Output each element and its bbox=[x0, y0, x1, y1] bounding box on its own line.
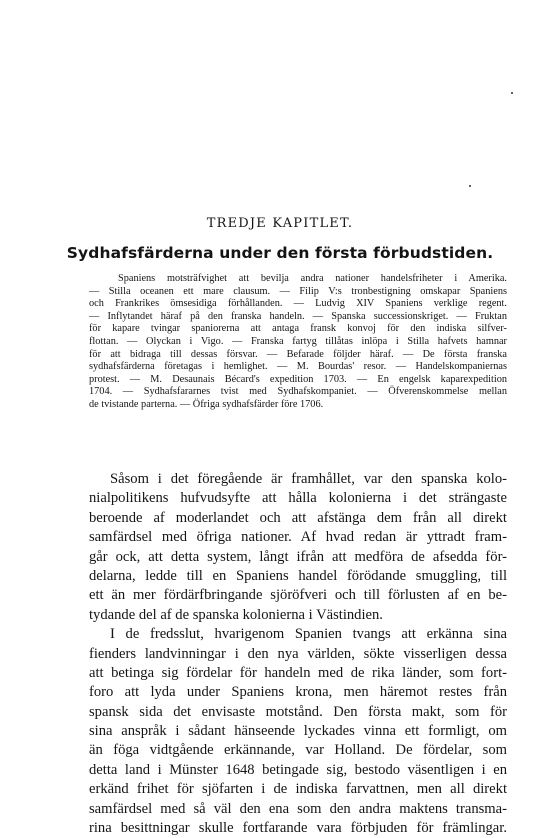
summary-line: för kapare tvingar spaniorerna att antaga fransk konvoj för den indiska silfver- bbox=[89, 323, 507, 335]
paragraph-line: nialpolitikens hufvudsyfte att hålla kolonierna i det strängaste bbox=[89, 490, 507, 507]
paragraph-line: rina besittningar skulle fortfarande vara förbjuden för främlingar. bbox=[89, 820, 507, 837]
summary-line: och Frankrikes ömsesidiga förhållanden. — Ludvig XIV Spaniens verklige regent. bbox=[89, 298, 507, 310]
paragraph-line: delarna, ledde till en Spaniens handel förödande smuggling, till bbox=[89, 567, 507, 584]
paragraph-line: beroende af moderlandet och att afstänga dem från all direkt bbox=[89, 509, 507, 526]
summary-line: sydhafsfärderna företagas i hemlighet. — M. Bourdas' resor. — Handelskompaniernas bbox=[89, 361, 507, 373]
paragraph-line: än föga vidtgående erkännande, var Holland. De fördelar, som bbox=[89, 742, 507, 759]
paragraph-line: att betinga sig fördelar för handeln med de rika länder, som fort- bbox=[89, 664, 507, 681]
paragraph-line: erkänd frihet för sjöfarten i de indiska farvattnen, men all direkt bbox=[89, 781, 507, 798]
paragraph-line: detta land i Münster 1648 betingade sig, bestodo väsentligen i en bbox=[89, 761, 507, 778]
print-speck bbox=[469, 185, 471, 187]
summary-line: 1704. — Sydhafsfararnes tvist med Sydhafskompaniet. — Öfverenskommelse mellan bbox=[89, 386, 507, 398]
summary-line: flottan. — Olyckan i Vigo. — Franska fartyg tillåtas inlöpa i Stilla hafvets hamnar bbox=[89, 335, 507, 347]
paragraph-line: spansk sida det envisaste motstånd. Den första makt, som för bbox=[89, 703, 507, 720]
paragraph-line: fienders landvinningar i den nya världen, sökte visserligen dessa bbox=[89, 645, 507, 662]
print-speck bbox=[511, 92, 513, 94]
summary-line: protest. — M. Desaunais Bécard's expedition 1703. — En engelsk kaparexpedition bbox=[89, 373, 507, 385]
paragraph-line: samfärdsel med så väl den ena som den andra maktens transma- bbox=[89, 800, 507, 817]
body-text bbox=[89, 470, 507, 838]
paragraph-line: sina anspråk i sådant hänseende lyckades vinna ett formligt, om bbox=[89, 723, 507, 740]
summary-line: — Inflytandet häraf på den franska handeln. — Spanska successionskriget. — Fruktan bbox=[89, 310, 507, 322]
paragraph-line: ett än mer fördärfbringande sjöröfveri och till förlusten af en be- bbox=[89, 587, 507, 604]
chapter-title: Sydhafsfärderna under den första förbudstiden. bbox=[66, 244, 494, 262]
summary-line: för att bidraga till dessas försvar. — Befarade följder häraf. — De första franska bbox=[89, 348, 507, 360]
paragraph-line: I de fredsslut, hvarigenom Spanien tvangs att erkänna sina bbox=[110, 626, 507, 643]
paragraph-line: tydande del af de spanska kolonierna i Västindien. bbox=[89, 606, 383, 623]
chapter-label: TREDJE KAPITLET. bbox=[206, 216, 354, 231]
paragraph-line: Såsom i det föregående är framhållet, var den spanska kolo- bbox=[110, 471, 507, 487]
paragraph-line: går ock, att detta system, långt ifrån att medföra de afsedda för- bbox=[89, 548, 507, 565]
summary-line: Spaniens motsträfvighet att bevilja andra nationer handelsfriheter i Amerika. bbox=[118, 273, 507, 284]
paragraph-line: foro att lyda under Spaniens krona, men häremot restes från bbox=[89, 684, 507, 701]
chapter-summary bbox=[89, 273, 507, 412]
paragraph-line: samfärdsel med öfriga nationer. Af hvad redan är yttradt fram- bbox=[89, 529, 507, 546]
summary-line: — Stilla oceanen ett mare clausum. — Filip V:s tronbestigning omskapar Spaniens bbox=[89, 285, 507, 297]
summary-line: de tvistande parterna. — Öfriga sydhafsfärder före 1706. bbox=[89, 398, 324, 410]
